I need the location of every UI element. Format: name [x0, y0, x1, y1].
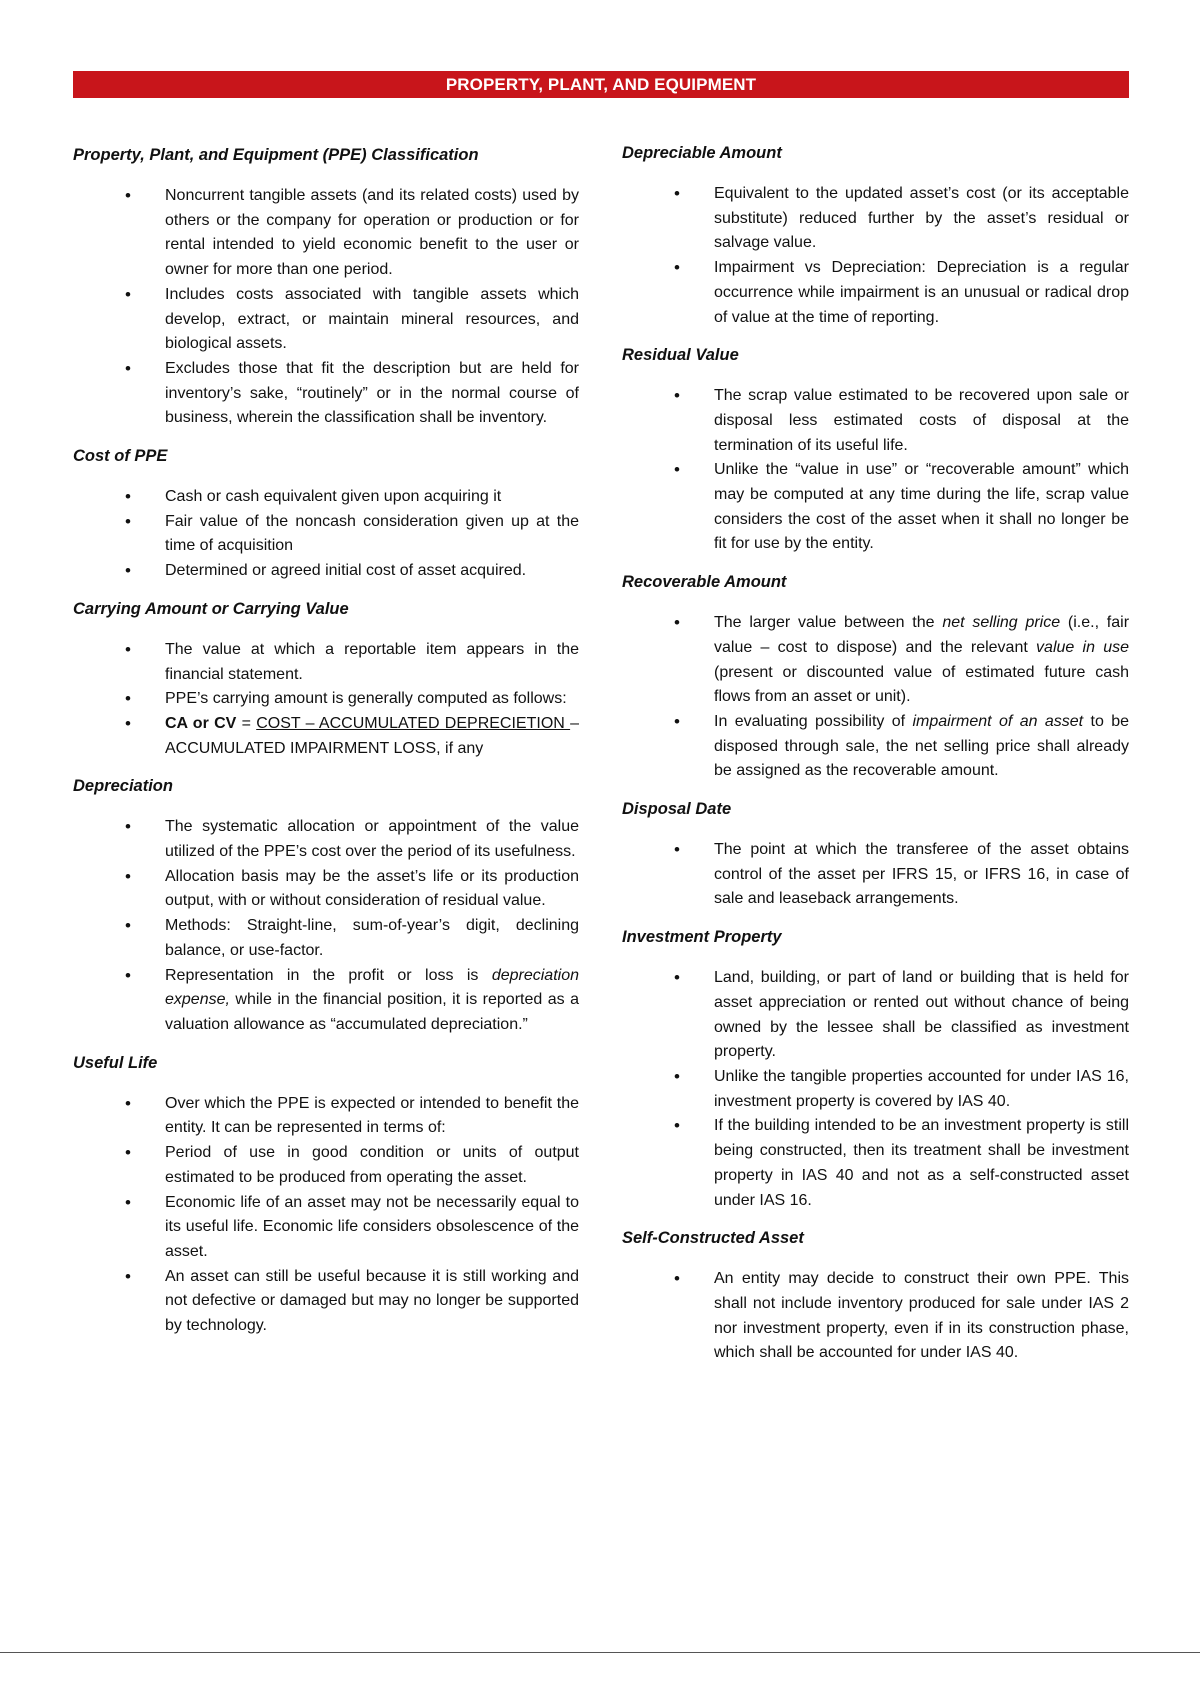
list-item: • The scrap value estimated to be recovered upon sale or disposal less estimated costs of disposal at the termination of its useful life. [622, 384, 1129, 458]
section-heading-depreciable-amount: Depreciable Amount [622, 144, 782, 162]
formula-lhs: CA or CV [165, 714, 237, 732]
section-heading-self-constructed-asset: Self-Constructed Asset [622, 1229, 804, 1248]
text-fragment: The larger value between the [714, 614, 943, 632]
formula-underlined: COST – ACCUMULATED DEPRECIETION [256, 714, 571, 732]
list-item: • Land, building, or part of land or building that is held for asset appreciation or rented out without chance of being owned by the lessee shall be classified as investment property. [622, 966, 1129, 1065]
section-heading-investment-property: Investment Property [622, 928, 782, 947]
list-item [622, 710, 1129, 784]
carrying-list [73, 638, 579, 762]
list-item: • Unlike the “value in use” or “recoverable amount” which may be computed at any time during the life, scrap value considers the cost of the asset when it shall no longer be fit for use by the entity. [622, 458, 1129, 557]
list-item: • Over which the PPE is expected or intended to benefit the entity. It can be represented in terms of: [73, 1092, 579, 1141]
list-item [622, 611, 1129, 710]
section-heading-classification: Property, Plant, and Equipment (PPE) Classification [73, 146, 479, 164]
emphasis-text: net selling price [942, 614, 1061, 632]
depreciation-list [73, 815, 579, 1037]
section-heading-disposal-date: Disposal Date [622, 800, 732, 819]
depreciable-list [622, 182, 1129, 330]
list-item [73, 964, 579, 1038]
list-item: • The systematic allocation or appointment of the value utilized of the PPE’s cost over the period of its usefulness. [73, 815, 579, 864]
list-item: • Noncurrent tangible assets (and its related costs) used by others or the company for operation or production or for rental intended to yield economic benefit to the user or owner for more than one period. [73, 184, 579, 283]
list-item: • Period of use in good condition or units of output estimated to be produced from operating the asset. [73, 1141, 579, 1190]
list-item: • An asset can still be useful because it is still working and not defective or damaged but may no longer be supported by technology. [73, 1265, 579, 1339]
classification-list [73, 184, 579, 431]
list-item: • Determined or agreed initial cost of asset acquired. [73, 559, 579, 584]
text-fragment: to be disposed through sale, the net selling price shall already be assigned as the recoverable amount. [714, 712, 1130, 780]
left-column [73, 144, 579, 1353]
list-item: • Cash or cash equivalent given upon acquiring it [73, 485, 579, 510]
residual-list [622, 384, 1129, 557]
text-fragment: while in the financial position, it is reported as a valuation allowance as “accumulated depreciation.” [165, 991, 579, 1033]
emphasis-text: impairment of an asset [912, 712, 1084, 730]
text-fragment: In evaluating possibility of [714, 712, 913, 730]
list-item: • Equivalent to the updated asset’s cost (or its acceptable substitute) reduced further by the asset’s residual or salvage value. [622, 182, 1129, 256]
page-title: PROPERTY, PLANT, AND EQUIPMENT [73, 71, 1129, 98]
section-heading-cost: Cost of PPE [73, 447, 168, 466]
section-heading-recoverable-amount: Recoverable Amount [622, 573, 787, 592]
emphasis-text: value in use [1036, 638, 1130, 656]
list-item: • The point at which the transferee of the asset obtains control of the asset per IFRS 15, or IFRS 16, in case of sale and leaseback arrangements. [622, 838, 1129, 912]
cost-list [73, 485, 579, 584]
self-constructed-list [622, 1267, 1129, 1366]
emphasis-text: depreciation expense, [165, 966, 579, 1009]
disposal-list [622, 838, 1129, 912]
list-item: • Allocation basis may be the asset’s life or its production output, with or without consideration of residual value. [73, 865, 579, 914]
text-fragment: (i.e., fair value – cost to dispose) and the relevant [714, 614, 1130, 656]
list-item: • Methods: Straight-line, sum-of-year’s digit, declining balance, or use-factor. [73, 914, 579, 963]
section-heading-residual-value: Residual Value [622, 346, 739, 365]
carrying-amount-formula [73, 712, 579, 761]
section-heading-useful-life: Useful Life [73, 1053, 158, 1072]
recoverable-list [622, 611, 1129, 784]
useful-life-list [73, 1092, 579, 1339]
right-column [622, 142, 1129, 1380]
formula-rest: – ACCUMULATED IMPAIRMENT LOSS, if any [165, 714, 579, 757]
text-fragment: (present or discounted value of estimated future cash flows from an asset or unit). [714, 663, 1129, 706]
list-item: • An entity may decide to construct their own PPE. This shall not include inventory produced for sale under IAS 2 nor investment property, even if in its construction phase, which shall be accounted for under IAS 40. [622, 1267, 1129, 1366]
list-item: • Excludes those that fit the description but are held for inventory’s sake, “routinely” or in the normal course of business, wherein the classification shall be inventory. [73, 357, 579, 431]
list-item: • If the building intended to be an investment property is still being constructed, then its treatment shall be investment property in IAS 40 and not as a self-constructed asset under IAS 16. [622, 1114, 1129, 1213]
text-fragment: Representation in the profit or loss is [165, 966, 492, 984]
investment-list [622, 966, 1129, 1213]
list-item: • Economic life of an asset may not be necessarily equal to its useful life. Economic life considers obsolescence of the asset. [73, 1191, 579, 1265]
list-item: • PPE’s carrying amount is generally computed as follows: [73, 687, 579, 712]
section-heading-depreciation: Depreciation [73, 777, 173, 796]
list-item: • Unlike the tangible properties accounted for under IAS 16, investment property is covered by IAS 40. [622, 1065, 1129, 1114]
formula-equals: = [236, 714, 257, 732]
list-item: • The value at which a reportable item appears in the financial statement. [73, 638, 579, 687]
section-heading-carrying-amount: Carrying Amount or Carrying Value [73, 599, 349, 618]
footer-divider [0, 1652, 1200, 1653]
list-item: • Impairment vs Depreciation: Depreciation is a regular occurrence while impairment is an unusual or radical drop of value at the time of reporting. [622, 256, 1129, 330]
list-item: • Includes costs associated with tangible assets which develop, extract, or maintain mineral resources, and biological assets. [73, 283, 579, 357]
list-item: • Fair value of the noncash consideration given up at the time of acquisition [73, 510, 579, 559]
